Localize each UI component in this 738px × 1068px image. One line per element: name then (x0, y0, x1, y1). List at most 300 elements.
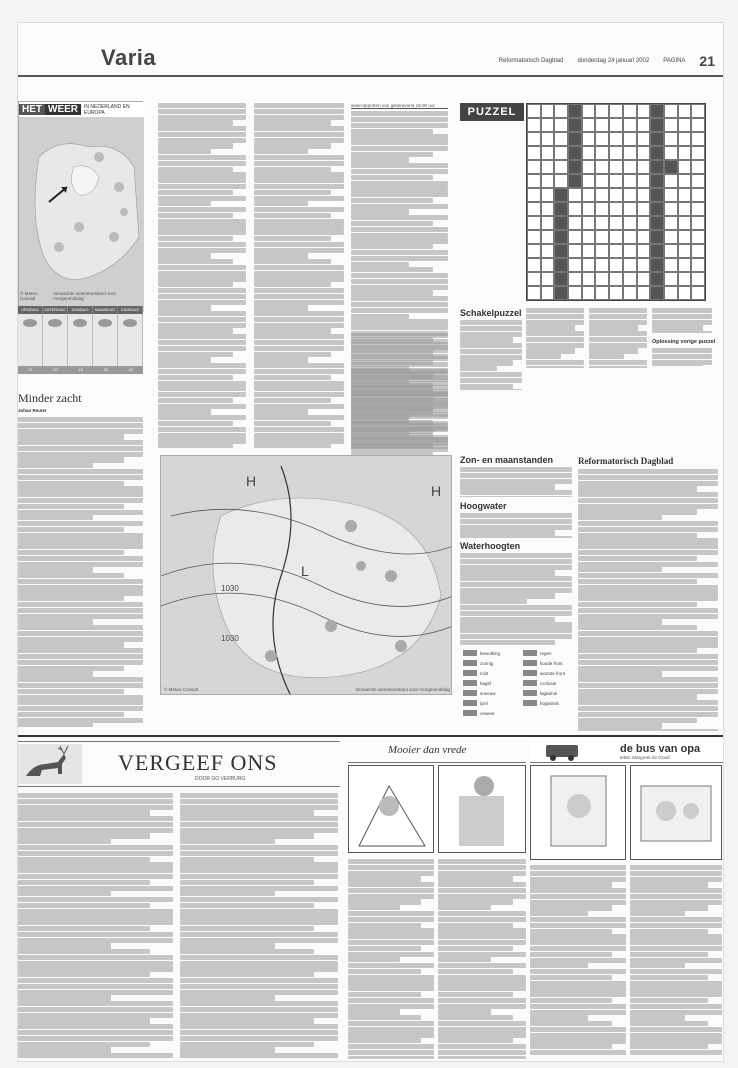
text-line (254, 334, 344, 339)
text-line (348, 888, 434, 893)
text-line (351, 256, 448, 261)
grid-cell (554, 286, 568, 300)
text-line (180, 793, 338, 798)
text-line (254, 438, 344, 443)
text-line (158, 109, 246, 114)
forecast-cloud-icon (68, 314, 93, 366)
text-line (589, 308, 647, 313)
text-line (578, 654, 718, 659)
text-line (18, 851, 173, 856)
vergeef-column-2 (180, 793, 338, 1058)
text-line (158, 346, 246, 351)
text-line (652, 320, 712, 325)
text-line (180, 903, 314, 908)
grid-cell (568, 286, 582, 300)
text-line (578, 504, 718, 509)
text-line (254, 172, 344, 177)
text-line (460, 588, 572, 593)
forecast-cloud-icon (93, 314, 118, 366)
grid-cell (554, 202, 568, 216)
text-line (18, 527, 124, 532)
text-line (589, 348, 638, 353)
text-line (351, 285, 448, 290)
text-line (530, 986, 626, 991)
legend-item: lagedruk (523, 690, 557, 696)
text-line (348, 975, 434, 980)
text-line (351, 409, 433, 414)
grid-cell (582, 132, 596, 146)
text-line (351, 209, 409, 214)
text-line (460, 565, 572, 570)
text-line (18, 995, 111, 1000)
text-line (460, 553, 572, 558)
text-line (18, 562, 143, 567)
grid-cell (541, 146, 555, 160)
grid-cell (554, 118, 568, 132)
text-line (578, 660, 718, 665)
text-line (652, 314, 712, 319)
grid-cell (623, 286, 637, 300)
grid-cell (609, 272, 623, 286)
text-line (589, 314, 647, 319)
text-line (526, 325, 575, 330)
text-line (438, 986, 526, 991)
text-line (460, 617, 555, 622)
text-line (18, 816, 173, 821)
grid-cell (595, 104, 609, 118)
grid-cell (541, 118, 555, 132)
grid-cell (678, 258, 692, 272)
text-line (589, 325, 638, 330)
text-line (18, 822, 173, 827)
text-line (351, 181, 448, 186)
comic-panel-2 (438, 765, 526, 853)
text-line (530, 882, 612, 887)
legend-item: onweer (463, 710, 495, 716)
article-column-1 (18, 417, 143, 727)
grid-cell (650, 272, 664, 286)
text-line (18, 857, 150, 862)
text-line (18, 712, 124, 717)
text-line (348, 1050, 434, 1055)
text-line (589, 337, 647, 342)
text-line (18, 839, 111, 844)
text-line (460, 343, 522, 348)
grid-cell (582, 230, 596, 244)
text-line (526, 308, 584, 313)
text-line (578, 585, 718, 590)
text-line (180, 845, 338, 850)
text-line (460, 628, 572, 633)
grid-cell (554, 188, 568, 202)
grid-cell (595, 174, 609, 188)
text-line (158, 328, 233, 333)
text-line (18, 1053, 173, 1058)
text-line (18, 463, 93, 468)
text-line (530, 871, 626, 876)
grid-cell (527, 132, 541, 146)
grid-cell (691, 160, 705, 174)
weather-pressure-map (160, 455, 452, 695)
grid-cell (554, 160, 568, 174)
text-line (351, 339, 448, 344)
text-line (351, 262, 409, 267)
grid-cell (541, 244, 555, 258)
grid-cell (568, 244, 582, 258)
text-line (578, 625, 697, 630)
grid-cell (678, 146, 692, 160)
text-line (18, 654, 143, 659)
forecast-day: ZATERDAG (43, 306, 68, 314)
text-line (351, 356, 448, 361)
text-line (578, 712, 718, 717)
text-line (180, 799, 338, 804)
grid-cell (623, 188, 637, 202)
text-line (589, 354, 624, 359)
grid-cell (582, 216, 596, 230)
text-line (180, 839, 275, 844)
text-line (158, 282, 233, 287)
grid-cell (554, 244, 568, 258)
text-line (526, 348, 575, 353)
text-line (180, 1018, 314, 1023)
text-line (18, 481, 124, 486)
text-line (158, 253, 211, 258)
text-line (351, 117, 448, 122)
text-line (652, 331, 712, 333)
grid-cell (650, 146, 664, 160)
text-line (180, 805, 338, 810)
grid-cell (650, 174, 664, 188)
text-line (578, 515, 662, 520)
text-line (526, 331, 584, 336)
text-line (254, 236, 331, 241)
article-column-3 (254, 103, 344, 448)
text-line (158, 126, 246, 131)
grid-cell (637, 104, 651, 118)
sun-moon-title: Zon- en maanstanden (460, 455, 554, 465)
text-line (18, 544, 143, 549)
text-line (180, 984, 338, 989)
text-line (438, 928, 526, 933)
text-line (158, 317, 246, 322)
grid-cell (554, 230, 568, 244)
text-line (460, 634, 572, 639)
waterhoogten-title: Waterhoogten (460, 541, 521, 551)
text-line (438, 865, 526, 870)
text-line (254, 409, 308, 414)
svg-text:L: L (301, 563, 309, 579)
text-line (158, 207, 246, 212)
text-line (460, 490, 572, 495)
text-line (348, 992, 421, 997)
text-line (18, 706, 143, 711)
bus-text-2 (630, 865, 722, 1055)
grid-cell (554, 272, 568, 286)
text-line (348, 1056, 434, 1059)
text-line (18, 955, 173, 960)
text-line (18, 510, 143, 515)
newspaper-page (17, 22, 724, 1062)
text-line (158, 259, 233, 264)
text-line (180, 891, 275, 896)
table-heading: weerrapporten van gisteravond 18.00 uur (351, 103, 448, 109)
text-line (18, 874, 173, 879)
text-line (254, 109, 344, 114)
grid-cell (637, 244, 651, 258)
svg-text:1030: 1030 (221, 584, 239, 593)
text-line (526, 314, 584, 319)
text-line (18, 429, 143, 434)
grid-cell (609, 118, 623, 132)
text-line (460, 337, 513, 342)
text-line (589, 320, 647, 325)
text-line (351, 129, 433, 134)
text-line (578, 614, 718, 619)
text-line (351, 227, 448, 232)
text-line (652, 354, 712, 359)
grid-cell (554, 216, 568, 230)
text-line (18, 434, 124, 439)
text-line (530, 900, 626, 905)
text-line (530, 905, 612, 910)
text-line (530, 1050, 626, 1055)
grid-cell (664, 258, 678, 272)
text-line (158, 340, 246, 345)
text-line (630, 894, 722, 899)
text-line (630, 917, 722, 922)
grid-cell (691, 216, 705, 230)
text-line (460, 484, 555, 489)
text-line (351, 175, 433, 180)
text-line (18, 625, 143, 630)
grid-cell (554, 132, 568, 146)
grid-cell (609, 132, 623, 146)
legend-swatch-icon (463, 670, 477, 676)
text-line (18, 498, 143, 503)
text-line (530, 969, 626, 974)
text-line (254, 444, 331, 448)
grid-cell (554, 146, 568, 160)
grid-cell (609, 160, 623, 174)
text-line (254, 161, 344, 166)
text-line (18, 833, 150, 838)
grid-cell (691, 230, 705, 244)
text-line (438, 1038, 513, 1043)
text-line (460, 576, 572, 581)
text-line (180, 862, 338, 867)
text-line (254, 398, 331, 403)
text-line (630, 1050, 722, 1055)
text-line (18, 920, 173, 925)
grid-cell (568, 174, 582, 188)
text-line (578, 527, 718, 532)
grid-cell (678, 230, 692, 244)
grid-cell (691, 146, 705, 160)
text-line (18, 695, 143, 700)
text-line (578, 706, 718, 711)
text-line (460, 530, 555, 535)
map2-credit: © Meteo Consult (164, 686, 199, 692)
text-line (351, 438, 448, 443)
text-line (180, 886, 338, 891)
text-line (438, 1056, 526, 1059)
comic-bus-credit: tekst: Margreet de Graaf (620, 755, 670, 760)
text-line (18, 492, 143, 497)
text-line (530, 963, 588, 968)
text-line (578, 590, 718, 595)
text-line (351, 362, 448, 367)
grid-cell (568, 258, 582, 272)
grid-cell (527, 146, 541, 160)
text-line (438, 975, 526, 980)
text-line (438, 934, 526, 939)
text-line (578, 509, 697, 514)
text-line (254, 219, 344, 224)
grid-cell (691, 104, 705, 118)
grid-cell (637, 230, 651, 244)
text-line (348, 876, 421, 881)
text-line (254, 207, 344, 212)
europe-map-icon (19, 117, 144, 312)
grid-cell (678, 188, 692, 202)
grid-cell (541, 104, 555, 118)
grid-cell (609, 216, 623, 230)
grid-cell (554, 174, 568, 188)
text-line (438, 876, 513, 881)
text-line (351, 308, 448, 313)
text-line (254, 178, 344, 183)
text-line (530, 1033, 626, 1038)
grid-cell (582, 104, 596, 118)
text-line (578, 723, 662, 728)
text-line (348, 940, 434, 945)
forecast-cloud-icon (118, 314, 143, 366)
grid-cell (650, 202, 664, 216)
text-line (18, 990, 173, 995)
text-line (18, 619, 93, 624)
text-line (578, 677, 718, 682)
text-line (180, 961, 338, 966)
text-line (630, 1015, 685, 1020)
legend-swatch-icon (463, 690, 477, 696)
grid-cell (582, 160, 596, 174)
text-line (630, 981, 722, 986)
text-line (578, 475, 718, 480)
text-line (158, 120, 233, 125)
section-title: Varia (101, 45, 157, 70)
grid-cell (595, 272, 609, 286)
text-line (254, 317, 344, 322)
text-line (18, 452, 143, 457)
text-line (348, 928, 434, 933)
text-line (158, 132, 246, 137)
text-line (158, 242, 246, 247)
text-line (158, 230, 246, 235)
text-line (351, 198, 433, 203)
text-line (18, 845, 173, 850)
text-line (578, 689, 718, 694)
grid-cell (637, 272, 651, 286)
puzzel-logo: PUZZEL (460, 103, 524, 121)
text-line (254, 311, 344, 316)
text-line (630, 963, 685, 968)
text-line (158, 415, 246, 420)
text-line (254, 132, 344, 137)
grid-cell (678, 174, 692, 188)
grid-cell (568, 132, 582, 146)
text-line (254, 352, 331, 357)
text-line (348, 923, 421, 928)
map2-caption (164, 687, 450, 692)
text-line (254, 103, 344, 108)
grid-cell (650, 118, 664, 132)
text-line (254, 242, 344, 247)
text-line (438, 888, 526, 893)
grid-cell (664, 160, 678, 174)
text-line (438, 1032, 526, 1037)
text-line (526, 320, 584, 325)
text-line (526, 360, 584, 365)
text-line (18, 504, 124, 509)
text-line (652, 308, 712, 313)
text-line (158, 265, 246, 270)
text-line (158, 149, 211, 154)
text-line (460, 496, 572, 497)
header-meta (499, 53, 715, 69)
text-line (18, 556, 143, 561)
text-line (578, 602, 697, 607)
text-line (180, 1030, 338, 1035)
text-line (158, 288, 246, 293)
text-line (351, 250, 448, 255)
text-line (351, 140, 448, 145)
text-line (254, 126, 344, 131)
grid-cell (595, 118, 609, 132)
text-line (18, 1042, 150, 1047)
text-line (460, 355, 522, 360)
text-line (578, 573, 718, 578)
text-line (158, 398, 233, 403)
grid-cell (623, 216, 637, 230)
grid-cell (691, 118, 705, 132)
text-line (438, 940, 526, 945)
grid-cell (691, 188, 705, 202)
text-line (158, 427, 246, 432)
text-line (254, 346, 344, 351)
hoogwater-text (460, 513, 572, 538)
page-header (18, 23, 724, 77)
text-line (351, 296, 448, 301)
grid-cell (623, 104, 637, 118)
text-line (158, 178, 246, 183)
text-line (254, 369, 344, 374)
text-line (158, 334, 246, 339)
text-line (180, 1013, 338, 1018)
text-line (630, 998, 708, 1003)
text-line (578, 671, 662, 676)
text-line (460, 378, 522, 383)
text-line (348, 963, 434, 968)
text-line (630, 877, 722, 882)
text-line (348, 986, 434, 991)
svg-text:H: H (431, 483, 442, 499)
grid-cell (664, 244, 678, 258)
text-line (530, 1027, 626, 1032)
text-line (158, 294, 246, 299)
text-line (351, 421, 448, 426)
forecast-icons (18, 314, 143, 366)
